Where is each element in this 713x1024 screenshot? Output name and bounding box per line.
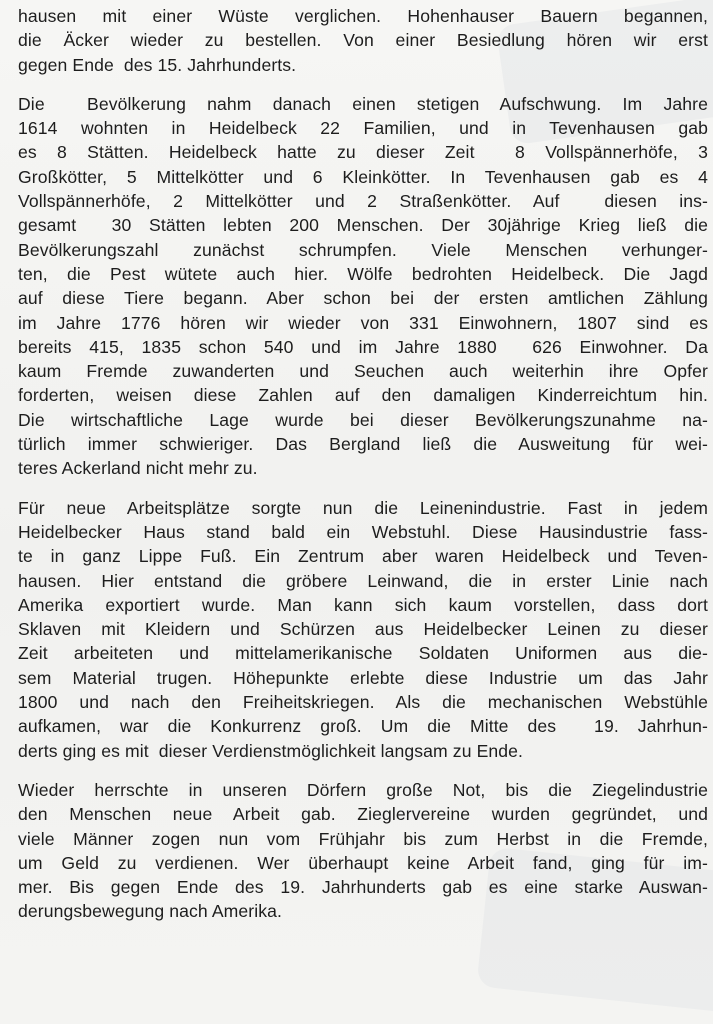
text-line: Großkötter, 5 Mittelkötter und 6 Kleinkötter. In Tevenhausen gab es 4 bbox=[18, 166, 708, 187]
text-line: derungsbewegung nach Amerika. bbox=[18, 901, 283, 922]
text-line: gegen Ende des 15. Jahrhunderts. bbox=[18, 54, 297, 75]
paragraph-4 bbox=[18, 778, 708, 924]
text-line: forderten, weisen diese Zahlen auf den damaligen Kinderreichtum hin. bbox=[18, 385, 708, 406]
paragraph-2 bbox=[18, 92, 708, 481]
text-line: die Äcker wieder zu bestellen. Von einer Besiedlung hören wir erst bbox=[18, 30, 708, 51]
text-line: Vollspännerhöfe, 2 Mittelkötter und 2 Straßenkötter. Auf diesen ins- bbox=[18, 191, 708, 212]
text-line: Für neue Arbeitsplätze sorgte nun die Leinenindustrie. Fast in jedem bbox=[18, 497, 708, 518]
text-line: um Geld zu verdienen. Wer überhaupt keine Arbeit fand, ging für im- bbox=[18, 852, 708, 873]
text-line: hausen. Hier entstand die gröbere Leinwand, die in erster Linie nach bbox=[18, 570, 708, 591]
text-line: Zeit arbeiteten und mittelamerikanische Soldaten Uniformen aus die- bbox=[18, 643, 708, 664]
text-line: Die wirtschaftliche Lage wurde bei dieser Bevölkerungszunahme na- bbox=[18, 409, 708, 430]
text-line: mer. Bis gegen Ende des 19. Jahrhunderts gab es eine starke Auswan- bbox=[18, 877, 708, 898]
text-line: hausen mit einer Wüste verglichen. Hohenhauser Bauern begannen, bbox=[18, 6, 708, 26]
text-line: Sklaven mit Kleidern und Schürzen aus Heidelbecker Leinen zu dieser bbox=[18, 619, 708, 640]
document-body bbox=[18, 4, 708, 939]
text-line: derts ging es mit dieser Verdienstmöglichkeit langsam zu Ende. bbox=[18, 740, 524, 761]
text-line: Bevölkerungszahl zunächst schrumpfen. Viele Menschen verhunger- bbox=[18, 239, 708, 260]
text-line: Die Bevölkerung nahm danach einen stetigen Aufschwung. Im Jahre bbox=[18, 93, 708, 114]
text-line: viele Männer zogen nun vom Frühjahr bis zum Herbst in die Fremde, bbox=[18, 828, 708, 849]
text-line: türlich immer schwieriger. Das Bergland ließ die Ausweitung für wei- bbox=[18, 434, 708, 455]
text-line: 1800 und nach den Freiheitskriegen. Als die mechanischen Webstühle bbox=[18, 692, 708, 713]
text-line: bereits 415, 1835 schon 540 und im Jahre 1880 626 Einwohner. Da bbox=[18, 336, 708, 357]
text-line: kaum Fremde zuwanderten und Seuchen auch weiterhin ihre Opfer bbox=[18, 361, 708, 382]
text-line: teres Ackerland nicht mehr zu. bbox=[18, 458, 258, 479]
text-line: Amerika exportiert wurde. Man kann sich kaum vorstellen, dass dort bbox=[18, 594, 708, 615]
paragraph-1 bbox=[18, 4, 708, 77]
text-line: aufkamen, war die Konkurrenz groß. Um die Mitte des 19. Jahrhun- bbox=[18, 716, 708, 737]
text-line: Heidelbecker Haus stand bald ein Webstuhl. Diese Hausindustrie fass- bbox=[18, 521, 708, 542]
text-line: ten, die Pest wütete auch hier. Wölfe bedrohten Heidelbeck. Die Jagd bbox=[18, 263, 708, 284]
text-line: Wieder herrschte in unseren Dörfern große Not, bis die Ziegelindustrie bbox=[18, 779, 708, 800]
text-line: 1614 wohnten in Heidelbeck 22 Familien, und in Tevenhausen gab bbox=[18, 118, 708, 139]
text-line: sem Material trugen. Höhepunkte erlebte diese Industrie um das Jahr bbox=[18, 667, 708, 688]
text-line: te in ganz Lippe Fuß. Ein Zentrum aber waren Heidelbeck und Teven- bbox=[18, 546, 708, 567]
paragraph-3 bbox=[18, 496, 708, 763]
text-line: gesamt 30 Stätten lebten 200 Menschen. Der 30jährige Krieg ließ die bbox=[18, 215, 708, 236]
text-line: auf diese Tiere begann. Aber schon bei der ersten amtlichen Zählung bbox=[18, 288, 708, 309]
text-line: den Menschen neue Arbeit gab. Zieglervereine wurden gegründet, und bbox=[18, 804, 708, 825]
text-line: im Jahre 1776 hören wir wieder von 331 Einwohnern, 1807 sind es bbox=[18, 312, 708, 333]
text-line: es 8 Stätten. Heidelbeck hatte zu dieser Zeit 8 Vollspännerhöfe, 3 bbox=[18, 142, 708, 163]
